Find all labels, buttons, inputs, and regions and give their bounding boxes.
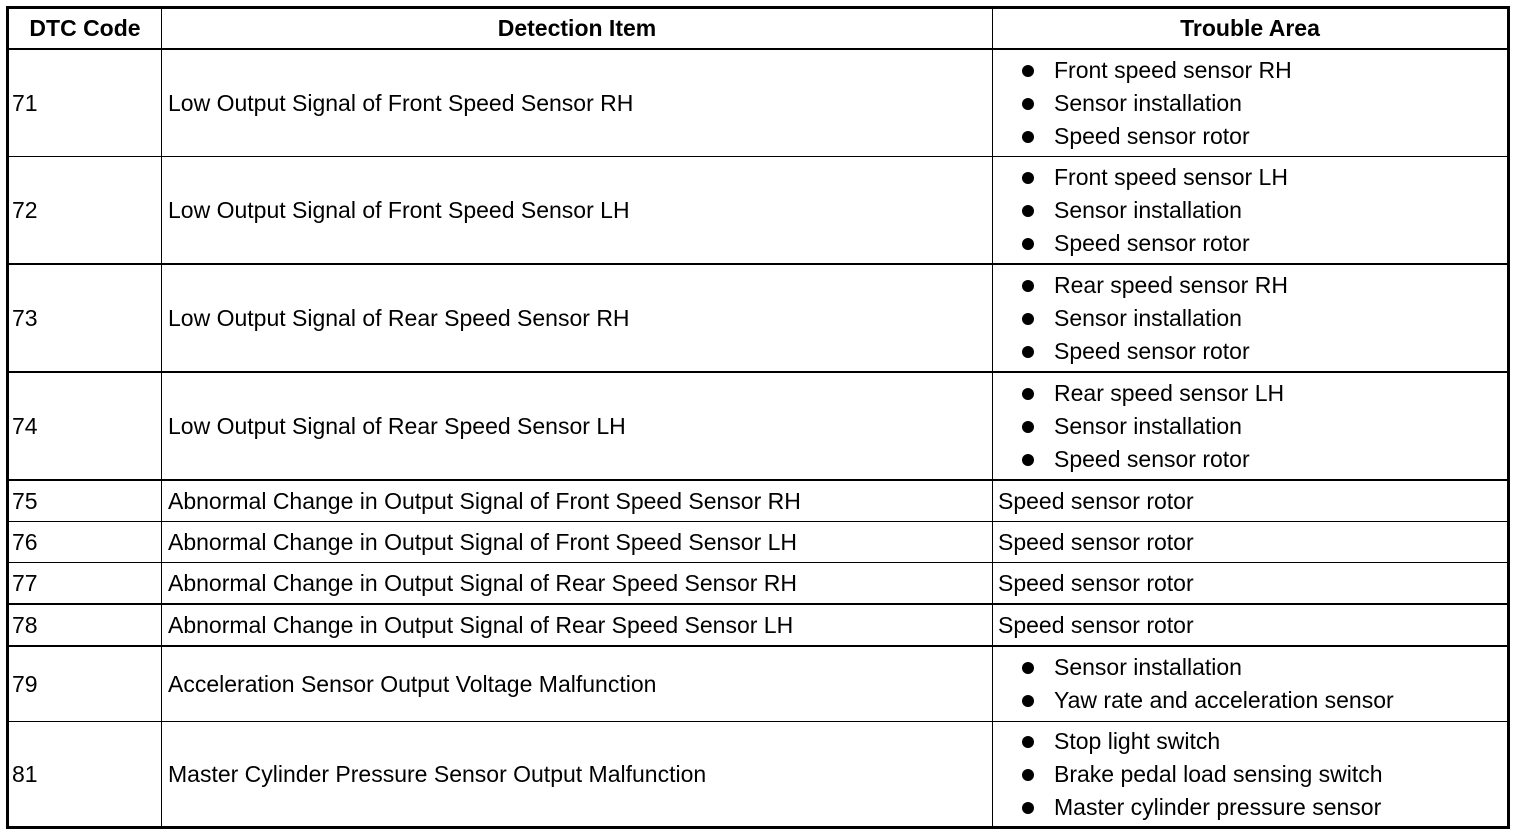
dtc-code-cell: 76 — [8, 522, 162, 563]
trouble-area-cell — [993, 49, 1509, 157]
header-detection-item: Detection Item — [162, 8, 993, 50]
trouble-area-cell — [993, 646, 1509, 722]
detection-item-cell: Abnormal Change in Output Signal of Front Speed Sensor RH — [162, 480, 993, 522]
trouble-area-item: Sensor installation — [1018, 194, 1502, 227]
trouble-area-item: Front speed sensor LH — [1018, 161, 1502, 194]
detection-item-cell: Low Output Signal of Front Speed Sensor LH — [162, 157, 993, 265]
table-row — [8, 264, 1509, 372]
trouble-area-cell — [993, 722, 1509, 828]
detection-item-cell: Abnormal Change in Output Signal of Front Speed Sensor LH — [162, 522, 993, 563]
trouble-area-cell — [993, 372, 1509, 480]
trouble-area-item: Yaw rate and acceleration sensor — [1018, 684, 1502, 717]
table-row — [8, 646, 1509, 722]
trouble-area-item: Front speed sensor RH — [1018, 54, 1502, 87]
dtc-code-cell: 81 — [8, 722, 162, 828]
trouble-area-item: Speed sensor rotor — [1018, 227, 1502, 260]
dtc-table — [6, 6, 1510, 829]
dtc-code-cell: 75 — [8, 480, 162, 522]
trouble-area-item: Speed sensor rotor — [1018, 120, 1502, 153]
table-row — [8, 563, 1509, 605]
trouble-area-item: Sensor installation — [1018, 87, 1502, 120]
table-header-row — [8, 8, 1509, 50]
trouble-area-item: Speed sensor rotor — [1018, 335, 1502, 368]
detection-item-cell: Abnormal Change in Output Signal of Rear Speed Sensor LH — [162, 604, 993, 646]
detection-item-cell: Low Output Signal of Rear Speed Sensor RH — [162, 264, 993, 372]
dtc-code-cell: 77 — [8, 563, 162, 605]
table-row — [8, 157, 1509, 265]
trouble-area-item: Sensor installation — [1018, 410, 1502, 443]
trouble-area-list — [998, 377, 1502, 476]
trouble-area-item: Rear speed sensor RH — [1018, 269, 1502, 302]
dtc-code-cell: 73 — [8, 264, 162, 372]
detection-item-cell: Abnormal Change in Output Signal of Rear Speed Sensor RH — [162, 563, 993, 605]
dtc-code-cell: 72 — [8, 157, 162, 265]
table-row — [8, 49, 1509, 157]
detection-item-cell: Master Cylinder Pressure Sensor Output Malfunction — [162, 722, 993, 828]
trouble-area-list — [998, 54, 1502, 153]
dtc-code-cell: 78 — [8, 604, 162, 646]
trouble-area-cell: Speed sensor rotor — [993, 563, 1509, 605]
trouble-area-item: Speed sensor rotor — [1018, 443, 1502, 476]
trouble-area-cell: Speed sensor rotor — [993, 522, 1509, 563]
trouble-area-cell — [993, 157, 1509, 265]
table-row — [8, 480, 1509, 522]
trouble-area-list — [998, 161, 1502, 260]
table-row — [8, 522, 1509, 563]
trouble-area-item: Brake pedal load sensing switch — [1018, 758, 1502, 791]
header-dtc-code: DTC Code — [8, 8, 162, 50]
table-row — [8, 372, 1509, 480]
trouble-area-cell: Speed sensor rotor — [993, 604, 1509, 646]
trouble-area-cell — [993, 264, 1509, 372]
header-trouble-area: Trouble Area — [993, 8, 1509, 50]
table-row — [8, 604, 1509, 646]
trouble-area-item: Rear speed sensor LH — [1018, 377, 1502, 410]
detection-item-cell: Low Output Signal of Rear Speed Sensor LH — [162, 372, 993, 480]
detection-item-cell: Acceleration Sensor Output Voltage Malfunction — [162, 646, 993, 722]
table-row — [8, 722, 1509, 828]
dtc-code-cell: 71 — [8, 49, 162, 157]
trouble-area-list — [998, 725, 1502, 824]
trouble-area-item: Stop light switch — [1018, 725, 1502, 758]
dtc-code-cell: 74 — [8, 372, 162, 480]
trouble-area-list — [998, 269, 1502, 368]
dtc-code-cell: 79 — [8, 646, 162, 722]
trouble-area-item: Sensor installation — [1018, 651, 1502, 684]
trouble-area-list — [998, 651, 1502, 717]
trouble-area-item: Sensor installation — [1018, 302, 1502, 335]
trouble-area-cell: Speed sensor rotor — [993, 480, 1509, 522]
trouble-area-item: Master cylinder pressure sensor — [1018, 791, 1502, 824]
detection-item-cell: Low Output Signal of Front Speed Sensor RH — [162, 49, 993, 157]
